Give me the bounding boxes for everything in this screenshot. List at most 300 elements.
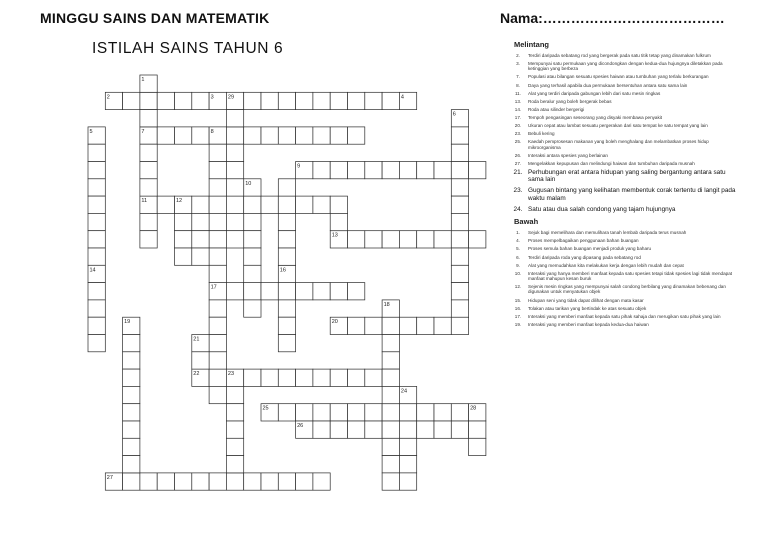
grid-cell[interactable] [348,283,365,300]
grid-cell[interactable] [88,231,105,248]
grid-cell[interactable] [382,421,399,438]
grid-cell[interactable] [244,231,261,248]
clue-number: 19. [514,321,522,327]
grid-cell[interactable] [417,421,434,438]
grid-cell[interactable] [209,248,226,265]
grid-cell[interactable] [417,404,434,421]
grid-cell[interactable] [382,369,399,386]
grid-cell[interactable] [226,144,243,161]
grid-cell[interactable] [278,317,295,334]
grid-cell[interactable] [226,438,243,455]
grid-cell[interactable] [330,404,347,421]
clue-number: 20. [514,123,522,129]
grid-cell[interactable] [226,473,243,490]
cell-number: 26 [297,423,304,429]
cell-number: 10 [245,180,252,187]
grid-cell[interactable] [434,162,451,179]
grid-cell[interactable] [226,196,243,213]
cell-number: 5 [89,128,93,135]
grid-cell[interactable] [278,196,295,213]
grid-cell[interactable] [451,196,468,213]
grid-cell[interactable] [209,300,226,317]
grid-cell[interactable] [330,162,347,179]
grid-cell[interactable] [140,144,157,161]
grid-cell[interactable] [209,335,226,352]
grid-cell[interactable] [244,196,261,213]
grid-cell[interactable] [451,265,468,282]
grid-cell[interactable] [348,92,365,109]
grid-cell[interactable] [123,335,140,352]
grid-cell[interactable] [417,231,434,248]
cell-number: 29 [227,94,235,101]
grid-cell[interactable] [451,179,468,196]
cell-number: 13 [331,232,338,239]
grid-cell[interactable] [226,162,243,179]
grid-cell[interactable] [209,369,226,386]
grid-cell[interactable] [348,162,365,179]
grid-cell[interactable] [313,421,330,438]
cell-number: 14 [89,267,96,274]
grid-cell[interactable] [261,196,278,213]
grid-cell[interactable] [451,231,468,248]
clue-number: 3. [516,61,520,67]
clue-item [508,53,736,58]
grid-cell[interactable] [209,179,226,196]
grid-cell[interactable] [209,196,226,213]
grid-cell[interactable] [244,369,261,386]
grid-cell[interactable] [313,92,330,109]
grid-cell[interactable] [434,231,451,248]
grid-cell[interactable] [278,248,295,265]
cell-number: 18 [383,301,390,308]
grid-cell[interactable] [88,317,105,334]
grid-cell[interactable] [123,421,140,438]
grid-cell[interactable] [278,300,295,317]
grid-cell[interactable] [244,283,261,300]
grid-cell[interactable] [157,196,174,213]
grid-cell[interactable] [330,92,347,109]
grid-cell[interactable] [192,473,209,490]
grid-cell[interactable] [157,127,174,144]
grid-cell[interactable] [123,92,140,109]
clue-item [508,139,736,150]
clue-text: Terdiri daripada roda yang dipasang pada sebatang rod [528,254,641,260]
clue-text: Perhubungan erat antara hidupan yang saling bergantung antara satu sama lain [528,168,726,184]
grid-cell[interactable] [88,196,105,213]
grid-cell[interactable] [382,92,399,109]
clue-number: 17. [514,114,522,120]
clue-number: 9. [516,262,520,268]
grid-cell[interactable] [192,213,209,230]
grid-cell[interactable] [278,369,295,386]
clue-text: Interaksi yang hanya memberi manfaat kepada satu spesies tetapi tidak spesies lagi tidak mendapat manfaat mahupun kesan buruk [528,270,733,282]
clue-text: Ukuran cepat atau lambat sesuatu pergerakan dari satu tempat ke satu tempat yang lain [528,123,708,129]
grid-cell[interactable] [123,386,140,403]
grid-cell[interactable] [278,179,295,196]
clue-number: 27. [514,160,522,166]
grid-cell[interactable] [365,369,382,386]
grid-cell[interactable] [451,404,468,421]
grid-cell[interactable] [261,283,278,300]
grid-cell[interactable] [348,369,365,386]
grid-cell[interactable] [399,456,416,473]
clue-text: Sejenis mesin ringkas yang mempunyai salah condong berbilang yang dinamakan bebenang dan digunakan untuk menyatukan objek [528,284,726,295]
grid-cell[interactable] [226,404,243,421]
grid-cell[interactable] [209,352,226,369]
grid-cell[interactable] [348,231,365,248]
clue-number: 7. [516,74,520,80]
grid-cell[interactable] [244,213,261,230]
grid-cell[interactable] [226,386,243,403]
grid-cell[interactable] [365,317,382,334]
grid-cell[interactable] [278,283,295,300]
clue-text: Terdiri daripada sebatang rod yang bergerak pada satu titik tetap yang dinamakan fulkrum [528,53,711,58]
grid-cell[interactable] [434,421,451,438]
clue-text: Hidupan seni yang tidak dapat dilihat dengan mata kasar [528,297,644,303]
clue-text: Alat yang terdiri daripada gabungan lebih dari satu mesin ringkas [528,90,661,96]
clue-number: 17. [514,313,522,319]
cell-number: 25 [262,405,269,412]
grid-cell[interactable] [365,92,382,109]
grid-cell[interactable] [451,248,468,265]
grid-cell[interactable] [175,92,192,109]
clue-text: Gugusan bintang yang kelihatan membentuk corak tertentu di langit pada waktu malam [528,187,736,202]
cell-number: 7 [141,128,145,135]
clue-item [508,74,736,79]
clue-text: Populasi atau bilangan sesuatu spesies haiwan atau tumbuhan yang terlalu berkurangan [528,74,709,80]
grid-cell[interactable] [278,335,295,352]
clue-number: 16. [514,305,522,311]
grid-cell[interactable] [261,369,278,386]
clue-item [508,298,736,303]
grid-cell[interactable] [123,369,140,386]
clue-item [508,91,736,96]
grid-cell[interactable] [88,179,105,196]
grid-cell[interactable] [365,421,382,438]
cell-number: 22 [193,371,200,378]
grid-cell[interactable] [313,196,330,213]
clue-number: 1. [516,230,520,236]
cell-number: 3 [210,94,214,101]
clue-item [508,161,736,166]
cell-number: 27 [106,474,113,481]
grid-cell[interactable] [175,231,192,248]
clue-number: 5. [516,246,520,252]
grid-cell[interactable] [382,438,399,455]
grid-cell[interactable] [192,127,209,144]
grid-cell[interactable] [209,144,226,161]
cell-number: 1 [141,77,145,83]
name-field-label: Nama:………………………………… [500,10,725,26]
clue-item [508,255,736,260]
cell-number: 19 [124,319,131,326]
grid-cell[interactable] [451,300,468,317]
clue-item [508,61,736,72]
grid-cell[interactable] [244,127,261,144]
grid-cell[interactable] [365,231,382,248]
clue-number: 12. [514,284,522,290]
clue-item [508,131,736,136]
grid-cell[interactable] [451,213,468,230]
grid-cell[interactable] [244,248,261,265]
clue-item [508,107,736,112]
cell-number: 2 [106,94,110,101]
grid-cell[interactable] [209,162,226,179]
grid-cell[interactable] [175,213,192,230]
cell-number: 16 [279,267,286,274]
grid-cell[interactable] [382,473,399,490]
grid-cell[interactable] [278,127,295,144]
grid-cell[interactable] [348,127,365,144]
grid-cell[interactable] [209,265,226,282]
grid-cell[interactable] [88,300,105,317]
grid-cell[interactable] [226,421,243,438]
grid-cell[interactable] [330,213,347,230]
grid-cell[interactable] [469,162,486,179]
cell-number: 28 [470,405,477,412]
grid-cell[interactable] [226,283,243,300]
clue-item [508,271,736,282]
clue-number: 4. [516,238,520,244]
grid-cell[interactable] [226,110,243,127]
grid-cell[interactable] [451,127,468,144]
grid-cell[interactable] [451,162,468,179]
grid-cell[interactable] [175,127,192,144]
grid-cell[interactable] [261,127,278,144]
grid-cell[interactable] [244,265,261,282]
clue-number: 6. [516,254,520,260]
grid-cell[interactable] [382,352,399,369]
grid-cell[interactable] [296,92,313,109]
cell-number: 23 [227,371,235,378]
grid-cell[interactable] [330,421,347,438]
clue-text: Daya yang terhasil apabila dua permukaan bersentuhan antara satu sama lain [528,82,688,88]
grid-cell[interactable] [140,162,157,179]
grid-cell[interactable] [278,92,295,109]
grid-cell[interactable] [88,248,105,265]
clue-text: Sejuk bagi memelihara dan memulihara tanah lembab daripada terus musnah [528,230,687,236]
grid-cell[interactable] [313,127,330,144]
grid-cell[interactable] [399,473,416,490]
cell-number: 8 [210,128,214,135]
clues-panel [508,40,736,330]
cell-number: 17 [210,284,217,291]
grid-cell[interactable] [157,473,174,490]
grid-cell[interactable] [209,317,226,334]
grid-cell[interactable] [88,144,105,161]
grid-cell[interactable] [451,283,468,300]
grid-cell[interactable] [140,92,157,109]
clue-number: 14. [514,106,522,112]
clue-item [508,187,736,202]
grid-cell[interactable] [88,162,105,179]
clue-text: Kaedah pemprosesan makanan yang boleh menghalang dan melambatkan proses hidup mikroorganisma [528,139,709,150]
clue-text: Bebuli kering [528,131,555,137]
grid-cell[interactable] [382,456,399,473]
grid-cell[interactable] [123,404,140,421]
grid-cell[interactable] [88,213,105,230]
grid-cell[interactable] [399,438,416,455]
grid-cell[interactable] [296,369,313,386]
clue-item [508,322,736,327]
worksheet-title: ISTILAH SAINS TAHUN 6 [92,40,284,57]
grid-cell[interactable] [88,335,105,352]
grid-cell[interactable] [192,352,209,369]
grid-cell[interactable] [417,162,434,179]
cell-number: 24 [400,388,408,395]
grid-cell[interactable] [157,92,174,109]
clue-item [508,169,736,184]
grid-cell[interactable] [140,110,157,127]
grid-cell[interactable] [365,162,382,179]
across-heading: Melintang [514,40,549,49]
grid-cell[interactable] [175,473,192,490]
grid-cell[interactable] [469,231,486,248]
grid-cell[interactable] [469,421,486,438]
grid-cell[interactable] [382,231,399,248]
grid-cell[interactable] [348,404,365,421]
grid-cell[interactable] [417,317,434,334]
cell-number: 4 [400,94,404,101]
grid-cell[interactable] [313,404,330,421]
grid-cell[interactable] [296,196,313,213]
grid-cell[interactable] [348,421,365,438]
clue-item [508,238,736,243]
grid-cell[interactable] [330,369,347,386]
header-subject: MINGGU SAINS DAN MATEMATIK [40,10,270,26]
grid-cell[interactable] [123,473,140,490]
cell-number: 11 [141,198,148,205]
grid-cell[interactable] [261,473,278,490]
clue-number: 24. [513,206,523,213]
grid-cell[interactable] [278,231,295,248]
grid-cell[interactable] [399,404,416,421]
grid-cell[interactable] [140,213,157,230]
clue-item [508,306,736,311]
grid-cell[interactable] [348,317,365,334]
grid-cell[interactable] [382,404,399,421]
grid-cell[interactable] [140,473,157,490]
grid-cell[interactable] [209,213,226,230]
grid-cell[interactable] [313,369,330,386]
grid-cell[interactable] [296,283,313,300]
grid-cell[interactable] [226,231,243,248]
grid-cell[interactable] [434,404,451,421]
clue-item [508,263,736,268]
grid-cell[interactable] [226,456,243,473]
clue-number: 13. [514,98,522,104]
grid-cell[interactable] [261,92,278,109]
clue-number: 21. [513,168,523,176]
clue-text: Tempoh pengasingan seseorang yang disyaki membawa penyakit [528,114,663,120]
clue-number: 2. [516,53,520,58]
clue-text: Tolakan atau tarikan yang bertindak ke atas sesuatu objek [528,305,647,311]
clue-item [508,123,736,128]
clue-item [508,115,736,120]
clue-number: 15. [514,297,522,303]
clue-text: Mengelakkan kepupusan dan melindungi haiwan dan tumbuhan daripada musnah [528,160,695,166]
grid-cell[interactable] [399,317,416,334]
grid-cell[interactable] [382,335,399,352]
down-clue-list [508,230,736,327]
cell-number: 20 [331,319,338,326]
grid-cell[interactable] [244,473,261,490]
grid-cell[interactable] [330,127,347,144]
grid-cell[interactable] [278,404,295,421]
clue-number: 10. [514,270,522,276]
clue-number: 26. [514,152,522,158]
grid-cell[interactable] [226,179,243,196]
grid-cell[interactable] [382,386,399,403]
grid-cell[interactable] [192,196,209,213]
grid-cell[interactable] [451,317,468,334]
grid-cell[interactable] [399,421,416,438]
grid-cell[interactable] [313,473,330,490]
grid-cell[interactable] [209,231,226,248]
grid-cell[interactable] [123,352,140,369]
clue-item [508,284,736,295]
grid-cell[interactable] [399,162,416,179]
grid-cell[interactable] [192,248,209,265]
clue-text: Proses mempelbagaikan penggunaan bahan buangan [528,238,639,244]
grid-cell[interactable] [278,213,295,230]
grid-cell[interactable] [226,213,243,230]
grid-cell[interactable] [313,162,330,179]
clue-item [508,99,736,104]
grid-cell[interactable] [296,404,313,421]
cell-number: 21 [193,336,200,343]
clue-text: Interaksi yang memberi manfaat kepada satu pihak sahaja dan merugikan satu pihak yang lain [528,313,721,319]
grid-cell[interactable] [330,196,347,213]
grid-cell[interactable] [451,421,468,438]
cell-number: 6 [452,111,456,118]
clue-number: 23. [514,131,522,137]
grid-cell[interactable] [313,283,330,300]
grid-cell[interactable] [123,438,140,455]
grid-cell[interactable] [123,456,140,473]
clue-text: Alat yang memudahkan kita melakukan kerja dengan lebih mudah dan cepat [528,262,684,268]
grid-cell[interactable] [330,283,347,300]
grid-cell[interactable] [469,438,486,455]
grid-cell[interactable] [175,248,192,265]
clue-item [508,246,736,251]
grid-cell[interactable] [296,127,313,144]
clue-text: Satu atau dua salah condong yang tajam hujungnya [528,206,676,213]
grid-cell[interactable] [296,473,313,490]
cell-number: 12 [176,198,183,205]
grid-cell[interactable] [140,179,157,196]
grid-cell[interactable] [244,92,261,109]
clue-item [508,314,736,319]
grid-cell[interactable] [382,162,399,179]
clue-text: Proses semula bahan buangan menjadi produk yang baharu [528,246,652,252]
grid-cell[interactable] [434,317,451,334]
grid-cell[interactable] [209,386,226,403]
grid-cell[interactable] [209,473,226,490]
grid-cell[interactable] [140,231,157,248]
grid-cell[interactable] [365,404,382,421]
grid-cell[interactable] [88,283,105,300]
grid-cell[interactable] [451,144,468,161]
grid-cell[interactable] [382,317,399,334]
grid-cell[interactable] [399,231,416,248]
grid-cell[interactable] [278,473,295,490]
grid-cell[interactable] [192,231,209,248]
grid-cell[interactable] [192,92,209,109]
grid-cell[interactable] [244,300,261,317]
clue-item [508,206,736,213]
grid-cell[interactable] [226,127,243,144]
